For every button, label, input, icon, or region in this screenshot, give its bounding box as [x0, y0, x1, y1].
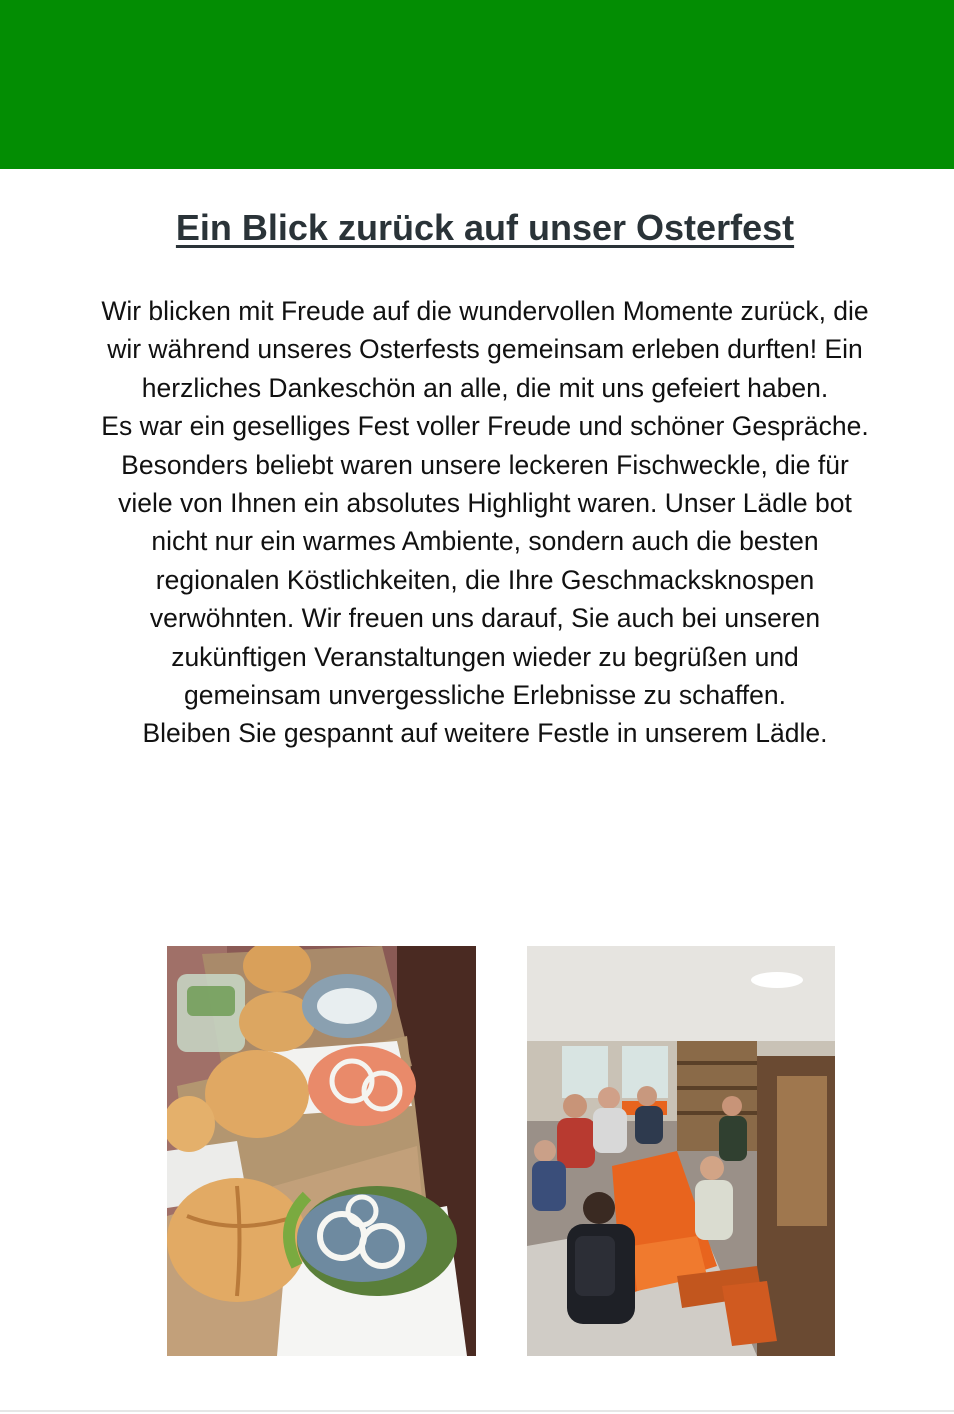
header-band: [0, 0, 954, 169]
photo-fish-rolls: [167, 946, 476, 1356]
article-body: [100, 292, 870, 753]
bottom-divider: [0, 1410, 954, 1412]
paragraph-closing: Bleiben Sie gespannt auf weitere Festle in unserem Lädle.: [142, 718, 828, 749]
photo-shop-guests-image: [527, 946, 835, 1356]
page-title: Ein Blick zurück auf unser Osterfest: [175, 207, 795, 248]
paragraph-event: Es war ein geselliges Fest voller Freude und schöner Gespräche. Besonders beliebt waren unsere leckeren Fischweckle, die für viele von Ihnen ein absolutes Highlight waren. Unser Lädle bot nicht nur ein warmes Ambiente, sondern auch die besten regionalen Köstlichkeiten, die Ihre Geschmacksknospen verwöhnten. Wir freuen uns darauf, Sie auch bei unseren zukünftigen Veranstaltungen wieder zu begrüßen und gemeinsam unvergessliche Erlebnisse zu schaffen.: [101, 411, 869, 711]
photo-shop-guests: [527, 946, 835, 1356]
paragraph-thanks: Wir blicken mit Freude auf die wundervollen Momente zurück, die wir während unseres Osterfests gemeinsam erleben durften! Ein herzliches Dankeschön an alle, die mit uns gefeiert haben.: [101, 296, 869, 403]
photo-fish-rolls-image: [167, 946, 476, 1356]
